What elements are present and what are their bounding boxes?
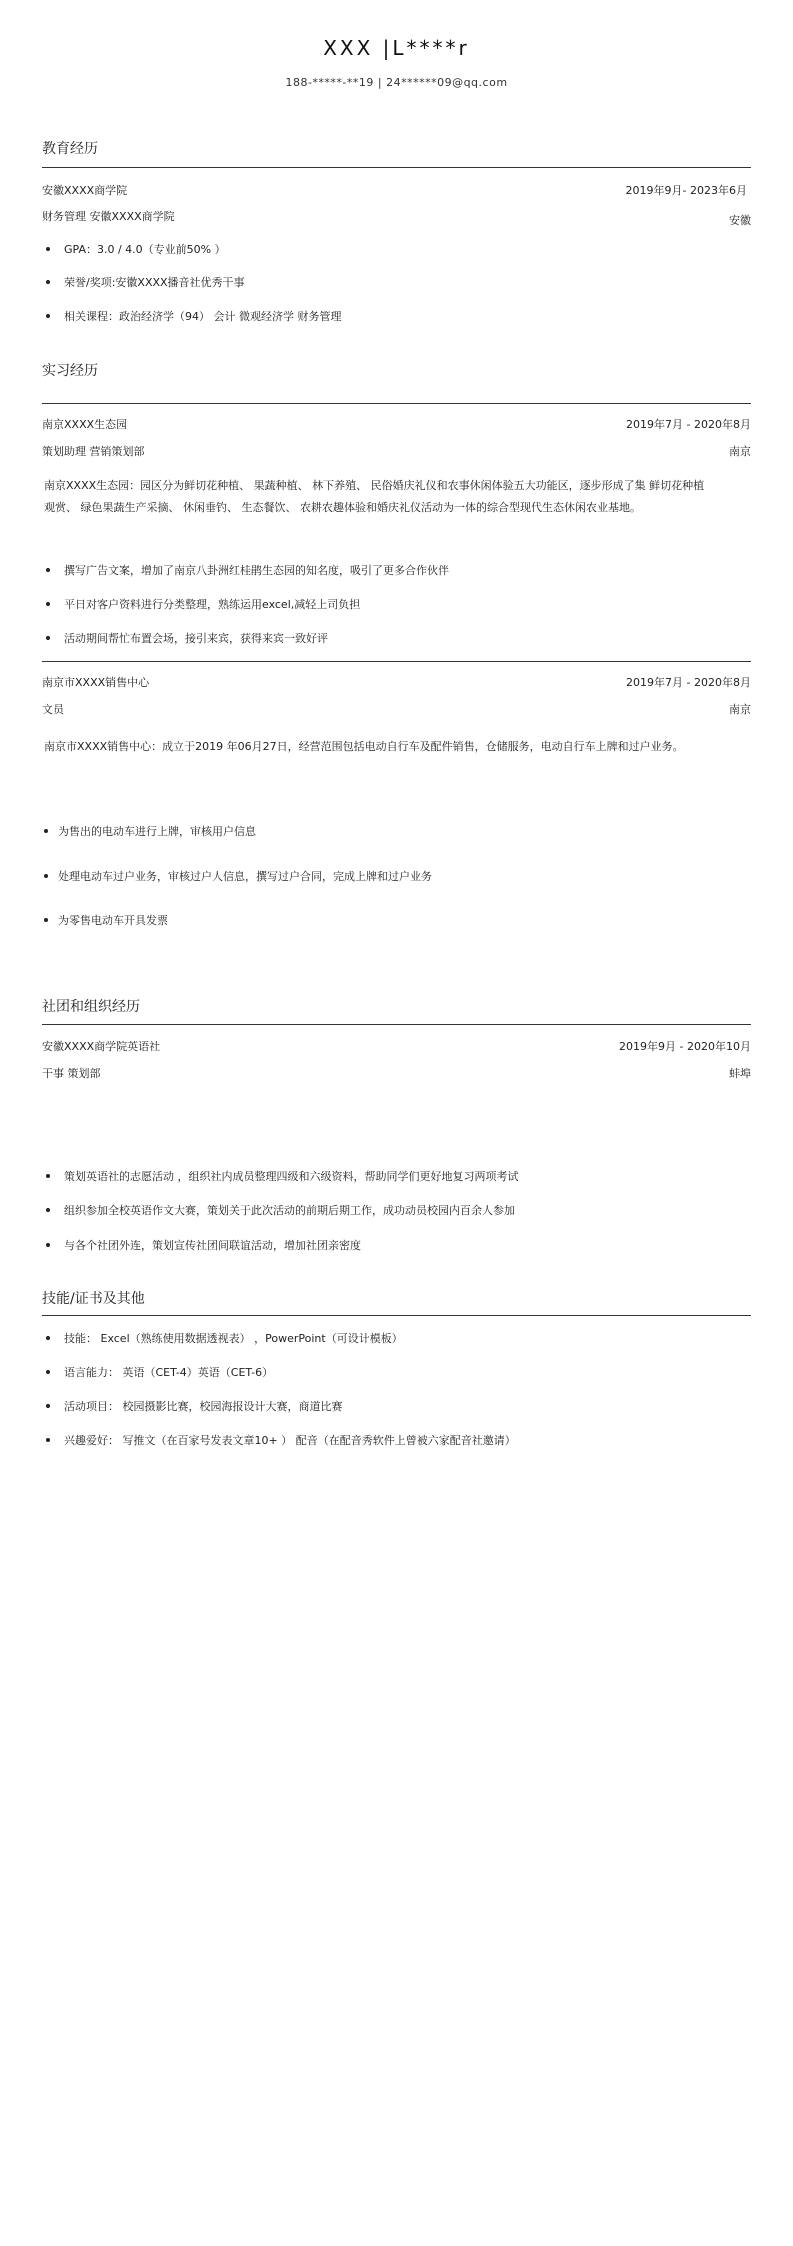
school-name: 安徽XXXX商学院: [42, 184, 128, 197]
club-location: 蚌埠: [729, 1067, 751, 1080]
job-location: 南京: [729, 445, 751, 458]
job-dates: 2019年7月 - 2020年8月: [626, 418, 751, 431]
job-location: 南京: [729, 703, 751, 716]
section-title-club: 社团和组织经历: [42, 999, 140, 1015]
list-item: 荣誉/奖项:安徽XXXX播音社优秀干事: [46, 274, 245, 290]
company-description: 南京XXXX生态园：园区分为鲜切花种植、 果蔬种植、 林下养殖、 民俗婚庆礼仪和农事休闲体验五大功能区，逐步形成了集 鲜切花种植观赏、 绿色果蔬生产采摘、 休闲垂钓、 生态餐饮、 农耕农趣体验和婚庆礼仪活动为一体的综合型现代生态休闲农业基地。: [44, 479, 705, 514]
company-name: 南京市XXXX销售中心: [42, 676, 150, 689]
education-dates: 2019年9月- 2023年6月: [625, 184, 747, 197]
club-role: 干事 策划部: [42, 1067, 101, 1080]
list-item: 撰写广告文案，增加了南京八卦洲红桂鹃生态园的知名度，吸引了更多合作伙伴: [46, 562, 449, 578]
section-title-internship: 实习经历: [42, 363, 98, 379]
section-title-skills: 技能/证书及其他: [42, 1291, 145, 1307]
list-item: 处理电动车过户业务，审核过户人信息，撰写过户合同，完成上牌和过户业务: [44, 868, 432, 884]
bullet-icon: [44, 829, 48, 833]
list-item: 活动期间帮忙布置会场，接引来宾，获得来宾一致好评: [46, 630, 328, 646]
section-divider: [42, 403, 751, 404]
list-item: 相关课程：政治经济学（94） 会计 微观经济学 财务管理: [46, 308, 342, 324]
job-role: 文员: [42, 703, 64, 716]
bullet-icon: [46, 280, 50, 284]
company-description: 南京市XXXX销售中心：成立于2019 年06月27日，经营范围包括电动自行车及配件销售，仓储服务，电动自行车上牌和过户业务。: [44, 740, 684, 753]
bullet-icon: [46, 314, 50, 318]
bullet-icon: [46, 636, 50, 640]
section-divider: [42, 1024, 751, 1025]
list-item: 组织参加全校英语作文大赛，策划关于此次活动的前期后期工作，成功动员校园内百余人参加: [46, 1202, 515, 1218]
org-name: 安徽XXXX商学院英语社: [42, 1040, 161, 1053]
bullet-icon: [46, 247, 50, 251]
bullet-icon: [46, 568, 50, 572]
bullet-icon: [46, 1208, 50, 1212]
bullet-icon: [46, 602, 50, 606]
bullet-icon: [46, 1404, 50, 1408]
section-divider: [42, 1315, 751, 1316]
list-item: 兴趣爱好： 写推文（在百家号发表文章10+ ） 配音（在配音秀软件上曾被六家配音社邀请）: [46, 1432, 516, 1448]
list-item: 为售出的电动车进行上牌，审核用户信息: [44, 823, 256, 839]
list-item: 与各个社团外连，策划宣传社团间联谊活动，增加社团亲密度: [46, 1237, 361, 1253]
bullet-icon: [46, 1243, 50, 1247]
club-dates: 2019年9月 - 2020年10月: [619, 1040, 751, 1053]
education-location: 安徽: [729, 214, 751, 227]
job-divider: [42, 661, 751, 662]
bullet-icon: [46, 1174, 50, 1178]
bullet-icon: [46, 1370, 50, 1374]
list-item: GPA：3.0 / 4.0（专业前50% ）: [46, 241, 226, 257]
bullet-icon: [44, 918, 48, 922]
job-role: 策划助理 营销策划部: [42, 445, 145, 458]
bullet-icon: [46, 1336, 50, 1340]
candidate-name: XXX |L****r: [323, 36, 470, 60]
list-item: 技能： Excel（熟练使用数据透视表） ，PowerPoint（可设计模板）: [46, 1330, 403, 1346]
contact-info: 188-*****-**19 | 24******09@qq.com: [285, 76, 508, 89]
section-title-education: 教育经历: [42, 141, 98, 157]
list-item: 平日对客户资料进行分类整理，熟练运用excel,减轻上司负担: [46, 596, 360, 612]
major: 财务管理 安徽XXXX商学院: [42, 210, 175, 223]
list-item: 活动项目： 校园摄影比赛，校园海报设计大赛，商道比赛: [46, 1398, 343, 1414]
company-name: 南京XXXX生态园: [42, 418, 128, 431]
bullet-icon: [46, 1438, 50, 1442]
list-item: 为零售电动车开具发票: [44, 912, 168, 928]
bullet-icon: [44, 874, 48, 878]
job-dates: 2019年7月 - 2020年8月: [626, 676, 751, 689]
list-item: 策划英语社的志愿活动 ，组织社内成员整理四级和六级资料，帮助同学们更好地复习两项考试: [46, 1168, 519, 1184]
list-item: 语言能力： 英语（CET-4）英语（CET-6）: [46, 1364, 273, 1380]
section-divider: [42, 167, 751, 168]
